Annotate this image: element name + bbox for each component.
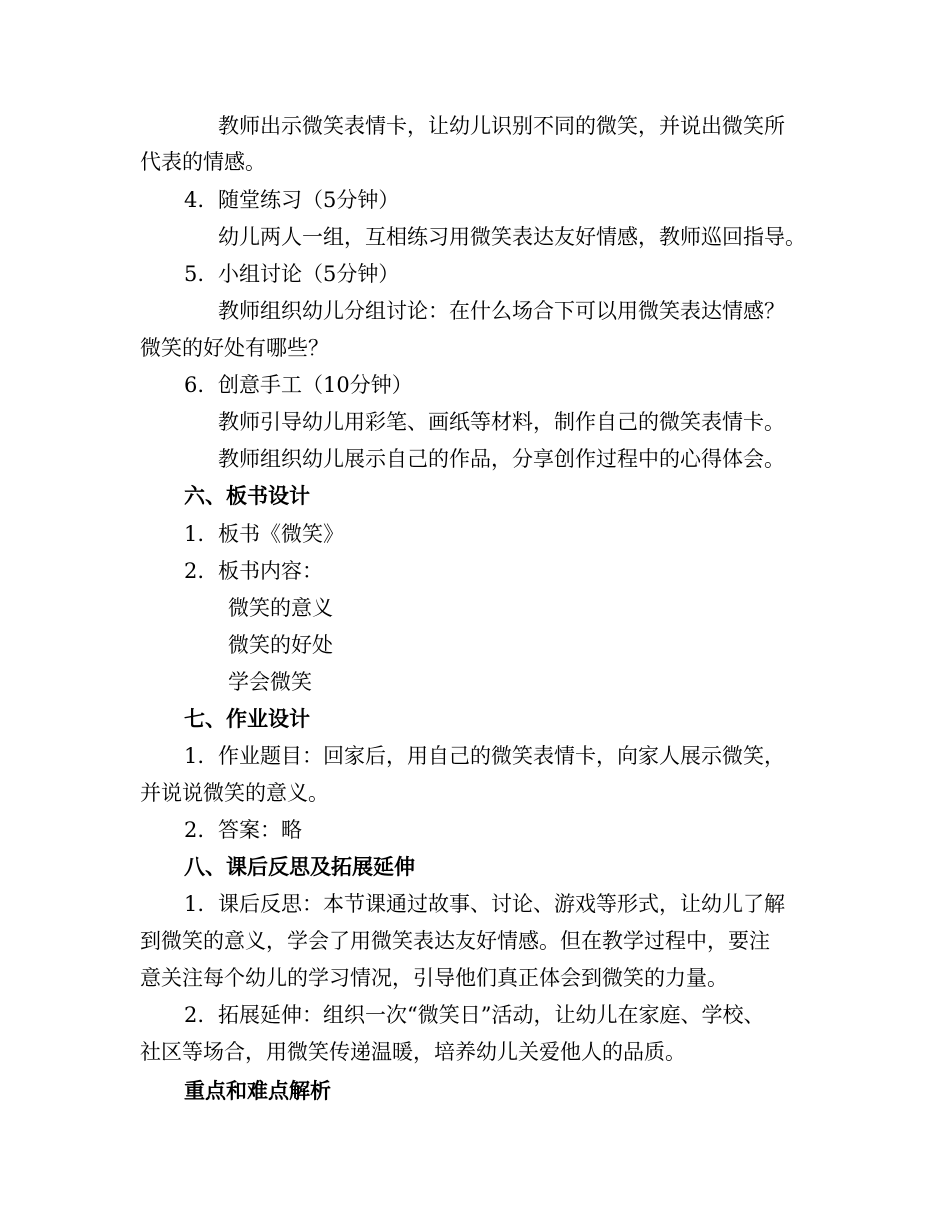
list-number: 4. — [184, 188, 205, 212]
paragraph-line: 教师组织幼儿分组讨论：在什么场合下可以用微笑表达情感？ — [218, 299, 785, 323]
list-number: 5. — [184, 262, 205, 286]
list-number: 1. — [184, 522, 205, 546]
list-item — [184, 741, 785, 771]
list-item-text: 答案：略 — [218, 818, 302, 842]
list-number: 6. — [184, 373, 205, 397]
paragraph-line: 幼儿两人一组，互相练习用微笑表达友好情感，教师巡回指导。 — [218, 225, 806, 249]
list-item — [184, 1000, 764, 1030]
paragraph-line: 社区等场合，用微笑传递温暖，培养幼儿关爱他人的品质。 — [140, 1040, 686, 1064]
list-item-text: 创意手工（10分钟） — [218, 373, 413, 397]
list-item — [184, 519, 344, 549]
sub-item: 微笑的好处 — [228, 633, 333, 657]
sub-item: 微笑的意义 — [228, 596, 333, 620]
paragraph-line: 教师引导幼儿用彩笔、画纸等材料，制作自己的微笑表情卡。 — [218, 410, 785, 434]
paragraph-line: 教师出示微笑表情卡，让幼儿识别不同的微笑，并说出微笑所 — [218, 114, 785, 138]
list-item — [184, 889, 785, 919]
paragraph-line: 到微笑的意义，学会了用微笑表达友好情感。但在教学过程中，要注 — [140, 929, 770, 953]
list-item-text: 拓展延伸：组织一次“微笑日”活动，让幼儿在家庭、学校、 — [218, 1003, 765, 1027]
list-item — [184, 370, 413, 400]
list-item-text: 小组讨论（5分钟） — [218, 262, 400, 286]
list-item — [184, 815, 302, 845]
list-number: 1. — [184, 744, 205, 768]
list-item — [184, 556, 323, 586]
list-item-text: 课后反思：本节课通过故事、讨论、游戏等形式，让幼儿了解 — [218, 892, 785, 916]
list-number: 2. — [184, 1003, 205, 1027]
sub-item: 学会微笑 — [228, 670, 312, 694]
list-number: 1. — [184, 892, 205, 916]
paragraph-line: 并说说微笑的意义。 — [140, 781, 329, 805]
section-heading: 重点和难点解析 — [184, 1079, 331, 1103]
list-item-text: 作业题目：回家后，用自己的微笑表情卡，向家人展示微笑， — [218, 744, 785, 768]
list-number: 2. — [184, 559, 205, 583]
list-item — [184, 185, 399, 215]
paragraph-line: 代表的情感。 — [140, 150, 266, 174]
paragraph-line: 意关注每个幼儿的学习情况，引导他们真正体会到微笑的力量。 — [140, 966, 728, 990]
section-heading: 七、作业设计 — [184, 707, 310, 731]
section-heading: 八、课后反思及拓展延伸 — [184, 855, 415, 879]
list-item — [184, 259, 399, 289]
list-item-text: 板书内容： — [218, 559, 323, 583]
paragraph-line: 微笑的好处有哪些？ — [140, 336, 329, 360]
list-item-text: 板书《微笑》 — [218, 522, 344, 546]
list-number: 2. — [184, 818, 205, 842]
paragraph-line: 教师组织幼儿展示自己的作品，分享创作过程中的心得体会。 — [218, 447, 785, 471]
section-heading: 六、板书设计 — [184, 484, 310, 508]
list-item-text: 随堂练习（5分钟） — [218, 188, 400, 212]
